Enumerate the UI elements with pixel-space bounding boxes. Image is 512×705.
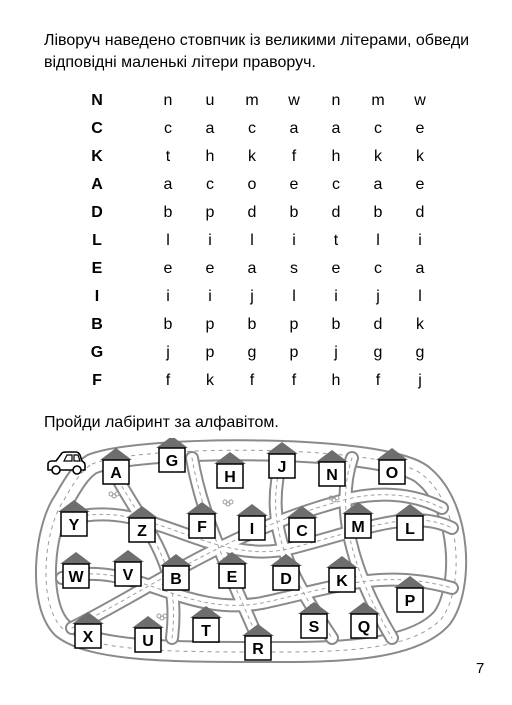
house-roof	[60, 552, 92, 564]
lowercase-letter-option[interactable]: g	[247, 344, 257, 361]
lowercase-letter-option[interactable]: l	[292, 288, 296, 305]
lowercase-letter-option[interactable]: c	[248, 120, 256, 137]
lowercase-letter-option[interactable]: c	[374, 260, 382, 277]
lowercase-letter-option[interactable]: i	[208, 232, 212, 249]
lowercase-letter-option[interactable]: e	[163, 260, 173, 277]
maze-house[interactable]	[60, 552, 92, 588]
house-letter: R	[252, 641, 264, 658]
flower-icon	[223, 500, 233, 506]
house-letter: D	[280, 571, 292, 588]
lowercase-letter-option[interactable]: j	[334, 344, 338, 361]
lowercase-letter-option[interactable]: k	[248, 148, 256, 165]
lowercase-letter-option[interactable]: c	[206, 176, 214, 193]
house-letter: M	[351, 519, 365, 536]
lowercase-letter-option[interactable]: w	[288, 92, 300, 109]
house-letter: G	[165, 453, 179, 470]
lowercase-letter-option[interactable]: k	[374, 148, 382, 165]
letter-row	[80, 202, 440, 230]
lowercase-letter-option[interactable]: f	[375, 372, 381, 389]
instruction-task1: Ліворуч наведено стовпчик із великими літерами, обведи відповідні маленькі літери праворуч.	[44, 32, 470, 71]
lowercase-letter-option[interactable]: g	[415, 344, 425, 361]
capital-letter: L	[92, 232, 102, 249]
lowercase-letter-option[interactable]: p	[289, 344, 299, 361]
lowercase-letter-option[interactable]: t	[165, 148, 171, 165]
car-icon	[48, 452, 85, 474]
lowercase-letter-option[interactable]: i	[166, 288, 170, 305]
lowercase-letter-option[interactable]: b	[289, 204, 299, 221]
house-letter: E	[226, 569, 238, 586]
lowercase-letter-option[interactable]: k	[206, 372, 214, 389]
lowercase-letter-option[interactable]: f	[249, 372, 255, 389]
lowercase-letter-option[interactable]: b	[331, 316, 341, 333]
capital-letter: K	[91, 148, 103, 165]
lowercase-letter-option[interactable]: a	[247, 260, 257, 277]
lowercase-letter-option[interactable]: l	[376, 232, 380, 249]
house-letter: S	[308, 619, 320, 636]
instruction-task2: Пройди лабіринт за алфавітом.	[44, 414, 279, 431]
maze-house[interactable]	[112, 550, 144, 586]
lowercase-letter-option[interactable]: n	[331, 92, 341, 109]
lowercase-letter-option[interactable]: e	[331, 260, 341, 277]
capital-letter: E	[91, 260, 103, 277]
lowercase-letter-option[interactable]: l	[250, 232, 254, 249]
house-roof	[112, 550, 144, 562]
lowercase-letter-option[interactable]: t	[333, 232, 339, 249]
house-letter: B	[170, 571, 182, 588]
house-letter: L	[405, 521, 415, 538]
capital-letter: F	[92, 372, 102, 389]
maze-house[interactable]	[394, 504, 426, 540]
lowercase-letter-option[interactable]: l	[166, 232, 170, 249]
house-letter: T	[201, 623, 211, 640]
house-letter: Q	[357, 619, 371, 636]
capital-letter: D	[91, 204, 103, 221]
house-letter: J	[277, 459, 287, 476]
lowercase-letter-option[interactable]: e	[289, 176, 299, 193]
maze-house[interactable]	[132, 616, 164, 652]
letter-row	[80, 314, 440, 342]
lowercase-letter-option[interactable]: e	[415, 120, 425, 137]
lowercase-letter-option[interactable]: a	[373, 176, 383, 193]
letter-row	[80, 258, 440, 286]
lowercase-letter-option[interactable]: p	[205, 344, 215, 361]
lowercase-letter-option[interactable]: p	[205, 316, 215, 333]
lowercase-letter-option[interactable]: d	[331, 204, 341, 221]
lowercase-letter-option[interactable]: j	[418, 372, 422, 389]
lowercase-letter-option[interactable]: e	[205, 260, 215, 277]
maze-house[interactable]	[298, 602, 330, 638]
lowercase-letter-option[interactable]: s	[290, 260, 298, 277]
capital-letter: I	[94, 288, 100, 305]
lowercase-letter-option[interactable]: b	[247, 316, 257, 333]
lowercase-letter-option[interactable]: i	[208, 288, 212, 305]
lowercase-letter-option[interactable]: f	[165, 372, 171, 389]
house-letter: Y	[68, 517, 80, 534]
letter-row	[80, 118, 440, 146]
lowercase-letter-option[interactable]: d	[415, 204, 425, 221]
lowercase-letter-option[interactable]: f	[291, 372, 297, 389]
house-roof	[236, 504, 268, 516]
lowercase-letter-option[interactable]: i	[292, 232, 296, 249]
house-letter: I	[249, 521, 255, 538]
lowercase-letter-option[interactable]: a	[331, 120, 341, 137]
lowercase-letter-option[interactable]: h	[331, 148, 341, 165]
lowercase-letter-option[interactable]: a	[205, 120, 215, 137]
lowercase-letter-option[interactable]: d	[373, 316, 383, 333]
capital-letter: C	[91, 120, 103, 137]
maze-house[interactable]	[186, 502, 218, 538]
lowercase-letter-option[interactable]: m	[245, 92, 259, 109]
lowercase-letter-option[interactable]: f	[291, 148, 297, 165]
house-letter: X	[82, 629, 94, 646]
lowercase-letter-option[interactable]: c	[374, 120, 382, 137]
lowercase-letter-option[interactable]: p	[205, 204, 215, 221]
house-letter: A	[110, 465, 122, 482]
lowercase-letter-option[interactable]: o	[247, 176, 257, 193]
lowercase-letter-option[interactable]: k	[416, 316, 424, 333]
letter-row	[80, 370, 440, 398]
house-letter: Z	[137, 523, 147, 540]
flower-icon	[157, 614, 167, 620]
letter-row	[80, 286, 440, 314]
lowercase-letter-option[interactable]: w	[414, 92, 426, 109]
capital-letter: G	[90, 344, 104, 361]
lowercase-letter-option[interactable]: a	[163, 176, 173, 193]
lowercase-letter-option[interactable]: a	[415, 260, 425, 277]
house-letter: K	[336, 573, 348, 590]
flower-icon	[109, 492, 119, 498]
lowercase-letter-option[interactable]: i	[418, 232, 422, 249]
lowercase-letter-option[interactable]: c	[332, 176, 340, 193]
house-letter: N	[326, 467, 338, 484]
lowercase-letter-option[interactable]: c	[164, 120, 172, 137]
capital-letter: A	[91, 176, 103, 193]
lowercase-letter-option[interactable]: k	[416, 148, 424, 165]
house-letter: W	[68, 569, 84, 586]
lowercase-letter-option[interactable]: e	[415, 176, 425, 193]
lowercase-letter-option[interactable]: g	[373, 344, 383, 361]
capital-letter: N	[91, 92, 103, 109]
house-roof	[186, 502, 218, 514]
lowercase-letter-option[interactable]: a	[289, 120, 299, 137]
letter-row	[80, 174, 440, 202]
lowercase-letter-option[interactable]: b	[163, 204, 173, 221]
lowercase-letter-option[interactable]: m	[371, 92, 385, 109]
capital-letter: B	[91, 316, 103, 333]
letter-row	[80, 230, 440, 258]
house-letter: C	[296, 523, 308, 540]
maze-house[interactable]	[236, 504, 268, 540]
lowercase-letter-option[interactable]: j	[376, 288, 380, 305]
lowercase-letter-option[interactable]: i	[334, 288, 338, 305]
maze-house[interactable]	[190, 606, 222, 642]
house-letter: P	[404, 593, 416, 610]
lowercase-letter-option[interactable]: p	[289, 316, 299, 333]
letter-row	[80, 342, 440, 370]
letter-row	[80, 146, 440, 174]
lowercase-letter-option[interactable]: j	[250, 288, 254, 305]
lowercase-letter-option[interactable]: h	[331, 372, 341, 389]
road-inner-routes	[62, 458, 452, 648]
alphabet-maze	[32, 438, 480, 664]
lowercase-letter-option[interactable]: n	[163, 92, 173, 109]
house-letter: F	[197, 519, 207, 536]
house-letter: H	[224, 469, 236, 486]
lowercase-letter-option[interactable]: b	[163, 316, 173, 333]
lowercase-letter-option[interactable]: d	[247, 204, 257, 221]
letter-row	[80, 90, 440, 118]
house-letter: V	[122, 567, 134, 584]
lowercase-letter-option[interactable]: h	[205, 148, 215, 165]
maze-house[interactable]	[270, 554, 302, 590]
page-number: 7	[476, 660, 485, 677]
house-letter: U	[142, 633, 154, 650]
lowercase-letter-option[interactable]: j	[166, 344, 170, 361]
house-letter: O	[385, 465, 399, 482]
lowercase-letter-option[interactable]: b	[373, 204, 383, 221]
lowercase-letter-option[interactable]: l	[418, 288, 422, 305]
lowercase-letter-option[interactable]: u	[205, 92, 215, 109]
